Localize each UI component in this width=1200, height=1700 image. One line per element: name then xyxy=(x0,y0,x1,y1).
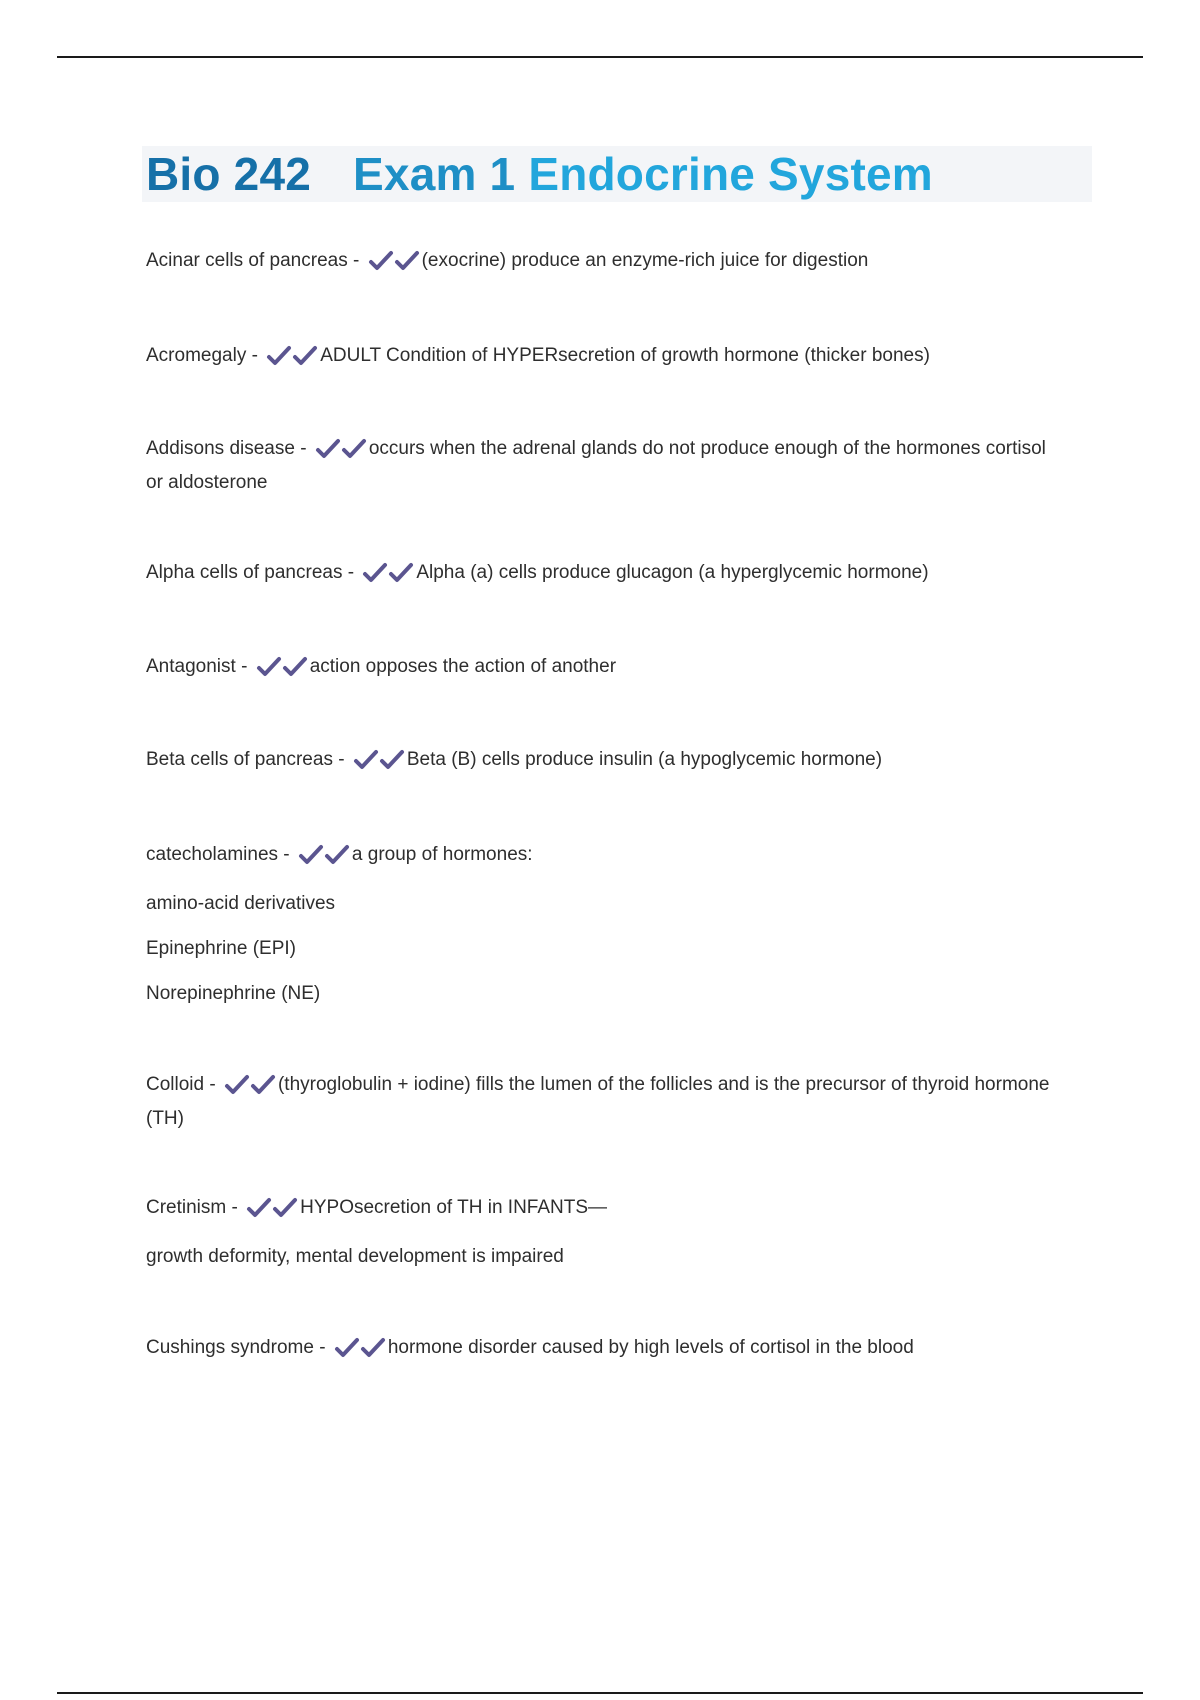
bottom-rule xyxy=(57,1692,1143,1694)
entry-separator: - xyxy=(332,749,350,770)
entry-separator: - xyxy=(246,345,264,366)
flashcard-entry xyxy=(146,745,1066,779)
entry-definition: a group of hormones: xyxy=(351,844,533,865)
entry-line xyxy=(146,1193,1066,1227)
checkmark-icon xyxy=(250,1074,276,1096)
entry-definition: Alpha (a) cells produce glucagon (a hyperglycemic hormone) xyxy=(416,562,929,583)
entry-definition: (exocrine) produce an enzyme-rich juice for digestion xyxy=(421,250,869,271)
entry-separator: - xyxy=(347,250,365,271)
entry-separator: - xyxy=(294,438,312,459)
entry-definition: Beta (B) cells produce insulin (a hypoglycemic hormone) xyxy=(406,749,883,770)
answer-marker xyxy=(246,1197,298,1227)
checkmark-icon xyxy=(360,1337,386,1359)
checkmark-icon xyxy=(379,749,405,771)
entry-line xyxy=(146,840,1066,874)
checkmark-icon xyxy=(368,250,394,272)
entry-separator: - xyxy=(204,1074,221,1095)
entry-detail-line: growth deformity, mental development is impaired xyxy=(146,1246,564,1267)
checkmark-icon xyxy=(224,1074,250,1096)
checkmark-icon xyxy=(334,1337,360,1359)
entry-definition: occurs when the adrenal glands do not produce enough of the hormones cortisol or aldosterone xyxy=(146,438,1046,493)
flashcard-entry xyxy=(146,246,1066,280)
entry-definition: ADULT Condition of HYPERsecretion of growth hormone (thicker bones) xyxy=(320,345,930,366)
entry-line xyxy=(146,341,1066,375)
title-course: Bio 242 xyxy=(146,148,312,200)
checkmark-icon xyxy=(324,844,350,866)
entry-separator: - xyxy=(226,1197,244,1218)
checkmark-icon xyxy=(246,1197,272,1219)
flashcard-entry xyxy=(146,1070,1066,1134)
entry-line xyxy=(146,558,1066,592)
answer-marker xyxy=(362,562,414,592)
flashcard-entry xyxy=(146,652,1066,686)
checkmark-icon xyxy=(394,250,420,272)
checkmark-icon xyxy=(298,844,324,866)
entry-term: Cretinism xyxy=(146,1197,227,1218)
entry-definition: hormone disorder caused by high levels of cortisol in the blood xyxy=(387,1337,914,1358)
entry-line xyxy=(146,1333,1066,1367)
entry-term: Colloid xyxy=(146,1074,205,1095)
checkmark-icon xyxy=(353,749,379,771)
flashcard-entry xyxy=(146,1193,1066,1272)
entry-term: Cushings syndrome xyxy=(146,1337,314,1358)
page-title xyxy=(146,146,933,202)
entry-definition: (thyroglobulin + iodine) fills the lumen of the follicles and is the precursor of thyroid hormone (TH) xyxy=(146,1074,1050,1129)
answer-marker xyxy=(315,438,367,468)
answer-marker xyxy=(224,1074,276,1104)
entry-separator: - xyxy=(278,844,295,865)
answer-marker xyxy=(353,749,405,779)
answer-marker xyxy=(298,844,350,874)
answer-marker xyxy=(256,656,308,686)
entry-term: Addisons disease xyxy=(146,438,295,459)
entry-line xyxy=(146,652,1066,686)
entry-definition: action opposes the action of another xyxy=(309,656,617,677)
top-rule xyxy=(57,56,1143,58)
flashcard-entry xyxy=(146,434,1066,498)
entry-line xyxy=(146,1070,1066,1134)
checkmark-icon xyxy=(292,345,318,367)
entry-term: Antagonist xyxy=(146,656,236,677)
entry-line xyxy=(146,434,1066,498)
checkmark-icon xyxy=(341,438,367,460)
entry-line xyxy=(146,745,1066,779)
entry-term: catecholamines xyxy=(146,844,279,865)
flashcard-entry xyxy=(146,1333,1066,1367)
checkmark-icon xyxy=(282,656,308,678)
checkmark-icon xyxy=(388,562,414,584)
flashcard-entry xyxy=(146,341,1066,375)
answer-marker xyxy=(334,1337,386,1367)
entry-term: Beta cells of pancreas xyxy=(146,749,333,770)
answer-marker xyxy=(266,345,318,375)
entry-detail-line: Norepinephrine (NE) xyxy=(146,983,321,1004)
checkmark-icon xyxy=(362,562,388,584)
checkmark-icon xyxy=(256,656,282,678)
entry-term: Acinar cells of pancreas xyxy=(146,250,348,271)
entry-detail-line: Epinephrine (EPI) xyxy=(146,938,296,959)
title-topic: Endocrine System xyxy=(528,148,933,200)
entry-term: Alpha cells of pancreas xyxy=(146,562,343,583)
entry-separator: - xyxy=(313,1337,331,1358)
entry-separator: - xyxy=(342,562,360,583)
entry-definition: HYPOsecretion of TH in INFANTS— xyxy=(300,1197,608,1218)
entry-line xyxy=(146,246,1066,280)
checkmark-icon xyxy=(315,438,341,460)
entry-term: Acromegaly xyxy=(146,345,247,366)
answer-marker xyxy=(368,250,420,280)
entry-detail-line: amino-acid derivatives xyxy=(146,893,336,914)
flashcard-entry xyxy=(146,840,1066,1009)
entry-separator: - xyxy=(235,656,253,677)
checkmark-icon xyxy=(266,345,292,367)
flashcard-entry xyxy=(146,558,1066,592)
title-exam: Exam 1 xyxy=(353,148,516,200)
checkmark-icon xyxy=(272,1197,298,1219)
